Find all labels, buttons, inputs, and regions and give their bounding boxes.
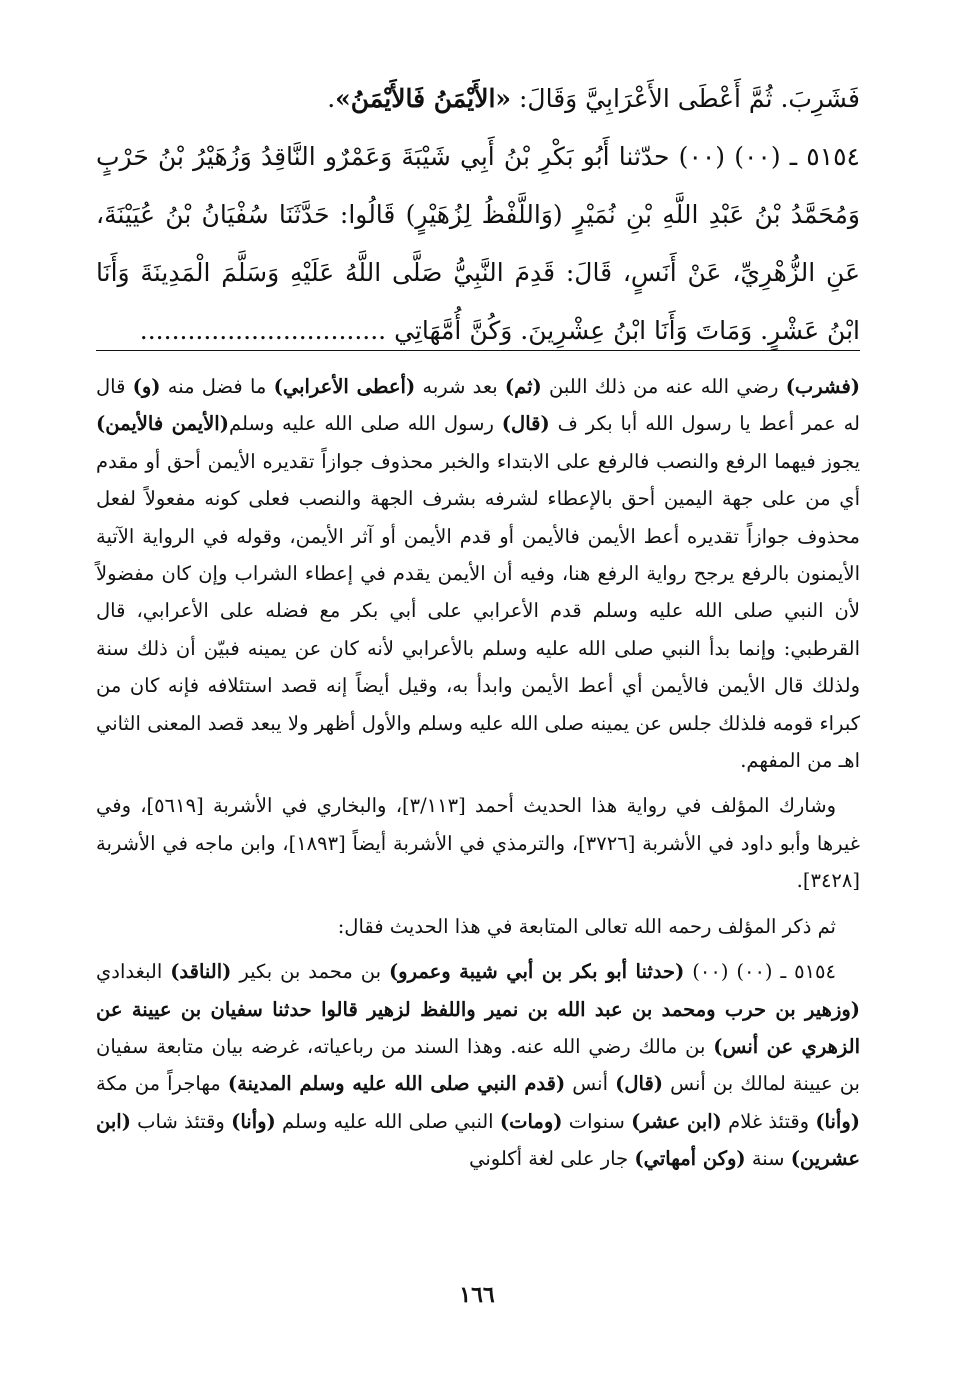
text-run: ٥١٥٤ ـ (٠٠) (٠٠) [684,960,836,984]
text-run: البغدادي [96,960,171,984]
commentary [96,368,860,1178]
hadith-quote: «الأَيْمَنُ فَالأَيْمَنُ» [335,84,512,113]
hadith-line-1-end: . [327,84,336,113]
text-run: رضي الله عنه من ذلك اللبن [541,375,786,398]
bold-quote-run: (فشرب) [785,375,860,398]
bold-quote-run: (ابن عشرين) [96,1109,860,1171]
hadith-line-1-text: فَشَرِبَ. ثُمَّ أَعْطَى الأَعْرَابِيَّ وَقَالَ: [511,84,860,113]
text-run: قال له عمر أعط يا رسول الله أبا بكر ف [96,375,860,436]
bold-quote-run: (قال) [501,412,550,436]
commentary-paragraph-1 [96,368,860,779]
bold-quote-run: (الأيمن فالأيمن) [96,412,229,436]
main-text [96,70,860,360]
trailing-dots: ............................... [139,316,387,345]
text-run: بن مالك رضي الله عنه. وهذا السند من رباعياته، غرضه بيان متابعة سفيان بن عيينة لمالك بن أنس [96,1034,860,1096]
hadith-line-1 [96,70,860,128]
text-run: جار على لغة أكلوني [469,1147,635,1171]
bold-quote-run: (الناقد) [170,960,232,984]
text-run: بن محمد بن بكير [231,960,389,984]
text-run: ما فضل منه [160,375,274,398]
bold-quote-run: (قدم النبي صلى الله عليه وسلم المدينة) [227,1072,566,1096]
commentary-paragraph-2: وشارك المؤلف في رواية هذا الحديث أحمد [٣/١١٣]، والبخاري في الأشربة [٥٦١٩]، وفي غيرها وأبو داود في الأشربة [٣٧٢٦]، والترمذي في الأشربة أيضاً [١٨٩٣]، وابن ماجه في الأشربة [٣٤٢٨]. [96,794,860,893]
bold-quote-run: (وأنا) [815,1109,860,1133]
hadith-paragraph [96,128,860,360]
bold-quote-run: (وزهير بن حرب ومحمد بن عبد الله بن نمير واللفظ لزهير قالوا حدثنا سفيان بن عيينة عن الزهري عن أنس) [96,997,860,1058]
hadith-text [96,70,860,360]
bold-quote-run: (وأنا) [231,1109,276,1133]
text-run: رسول الله صلى الله عليه وسلم [228,412,502,436]
text-run: يجوز فيهما الرفع والنصب فالرفع على الابتداء والخبر محذوف جوازاً تقديره الأيمن أحق أو مقدم أي من على جهة اليمين أحق بالإعطاء لشرفه بشرف الجهة والنصب فعلى كونه مفعولاً لفعل محذوف جوازاً تقديره أعط الأيمن فالأيمن أو قدم الأيمن أو آثر الأيمن، وقوله في الرواية الآتية الأيمنون بالرفع يرجح رواية الرفع هنا، وفيه أن الأيمن يقدم في إعطاء الشراب وإن كان مفضولاً لأن النبي صلى الله عليه وسلم قدم الأعرابي على أبي بكر مع فضله على الأعرابي، قال القرطبي: وإنما بدأ النبي صلى الله عليه وسلم بالأعرابي لأنه كان عن يمينه فبيّن أن ذلك سنة ولذلك قال الأيمن فالأيمن أي أعط الأيمن وابدأ به، وقيل أيضاً إنه قصد استئلافه فإنه كان من كبراء قومه فلذلك جلس عن يمينه صلى الله عليه وسلم والأول أظهر ولا يبعد قصد المعنى الثاني اهـ من المفهم. [96,449,860,773]
bold-quote-run: (و) [132,375,161,398]
bold-quote-run: (ابن عشر) [631,1109,722,1133]
text-run: سنة [745,1147,791,1171]
hadith-paragraph-text: ٥١٥٤ ـ (٠٠) (٠٠) حدّثنا أَبُو بَكْرِ بْنُ أَبِي شَيْبَةَ وَعَمْرٌو النَّاقِدُ وَزُهَيْرُ بْنُ حَرْبٍ وَمُحَمَّدُ بْنُ عَبْدِ اللَّهِ بْنِ نُمَيْرٍ (وَاللَّفْظُ لِزُهَيْرٍ) قَالُوا: حَدَّثَنَا سُفْيَانُ بْنُ عُيَيْنَةَ، عَنِ الزُّهْرِيِّ، عَنْ أَنَسٍ، قَالَ: قَدِمَ النَّبِيُّ صَلَّى اللَّهُ عَلَيْهِ وَسَلَّمَ الْمَدِينَةَ وَأَنَا ابْنُ عَشْرٍ. وَمَاتَ وَأَنَا ابْنُ عِشْرِينَ. وَكُنَّ أُمَّهَاتِي [96,142,860,345]
text-run: سنوات [562,1109,632,1133]
text-run: وقتئذ غلام [721,1109,816,1133]
commentary-paragraph-4 [96,953,860,1177]
text-run: مهاجراً من مكة [96,1072,228,1096]
text-run: أنس [565,1072,616,1096]
page-number: ١٦٦ [459,1282,495,1308]
text-run: بعد شربه [415,375,505,398]
bold-quote-run: (ومات) [499,1109,563,1133]
text-run: النبي صلى الله عليه وسلم [275,1109,500,1133]
footnote-separator [96,350,860,351]
commentary-paragraph-3: ثم ذكر المؤلف رحمه الله تعالى المتابعة في هذا الحديث فقال: [337,914,836,938]
bold-quote-run: (ثم) [504,375,542,398]
bold-quote-run: (أعطى الأعرابي) [273,375,416,398]
text-run: وقتئذ شاب [130,1109,232,1133]
bold-quote-run: (حدثنا أبو بكر بن أبي شيبة وعمرو) [388,960,685,984]
bold-quote-run: (قال) [615,1072,663,1096]
bold-quote-run: (وكن أمهاتي) [634,1147,746,1171]
